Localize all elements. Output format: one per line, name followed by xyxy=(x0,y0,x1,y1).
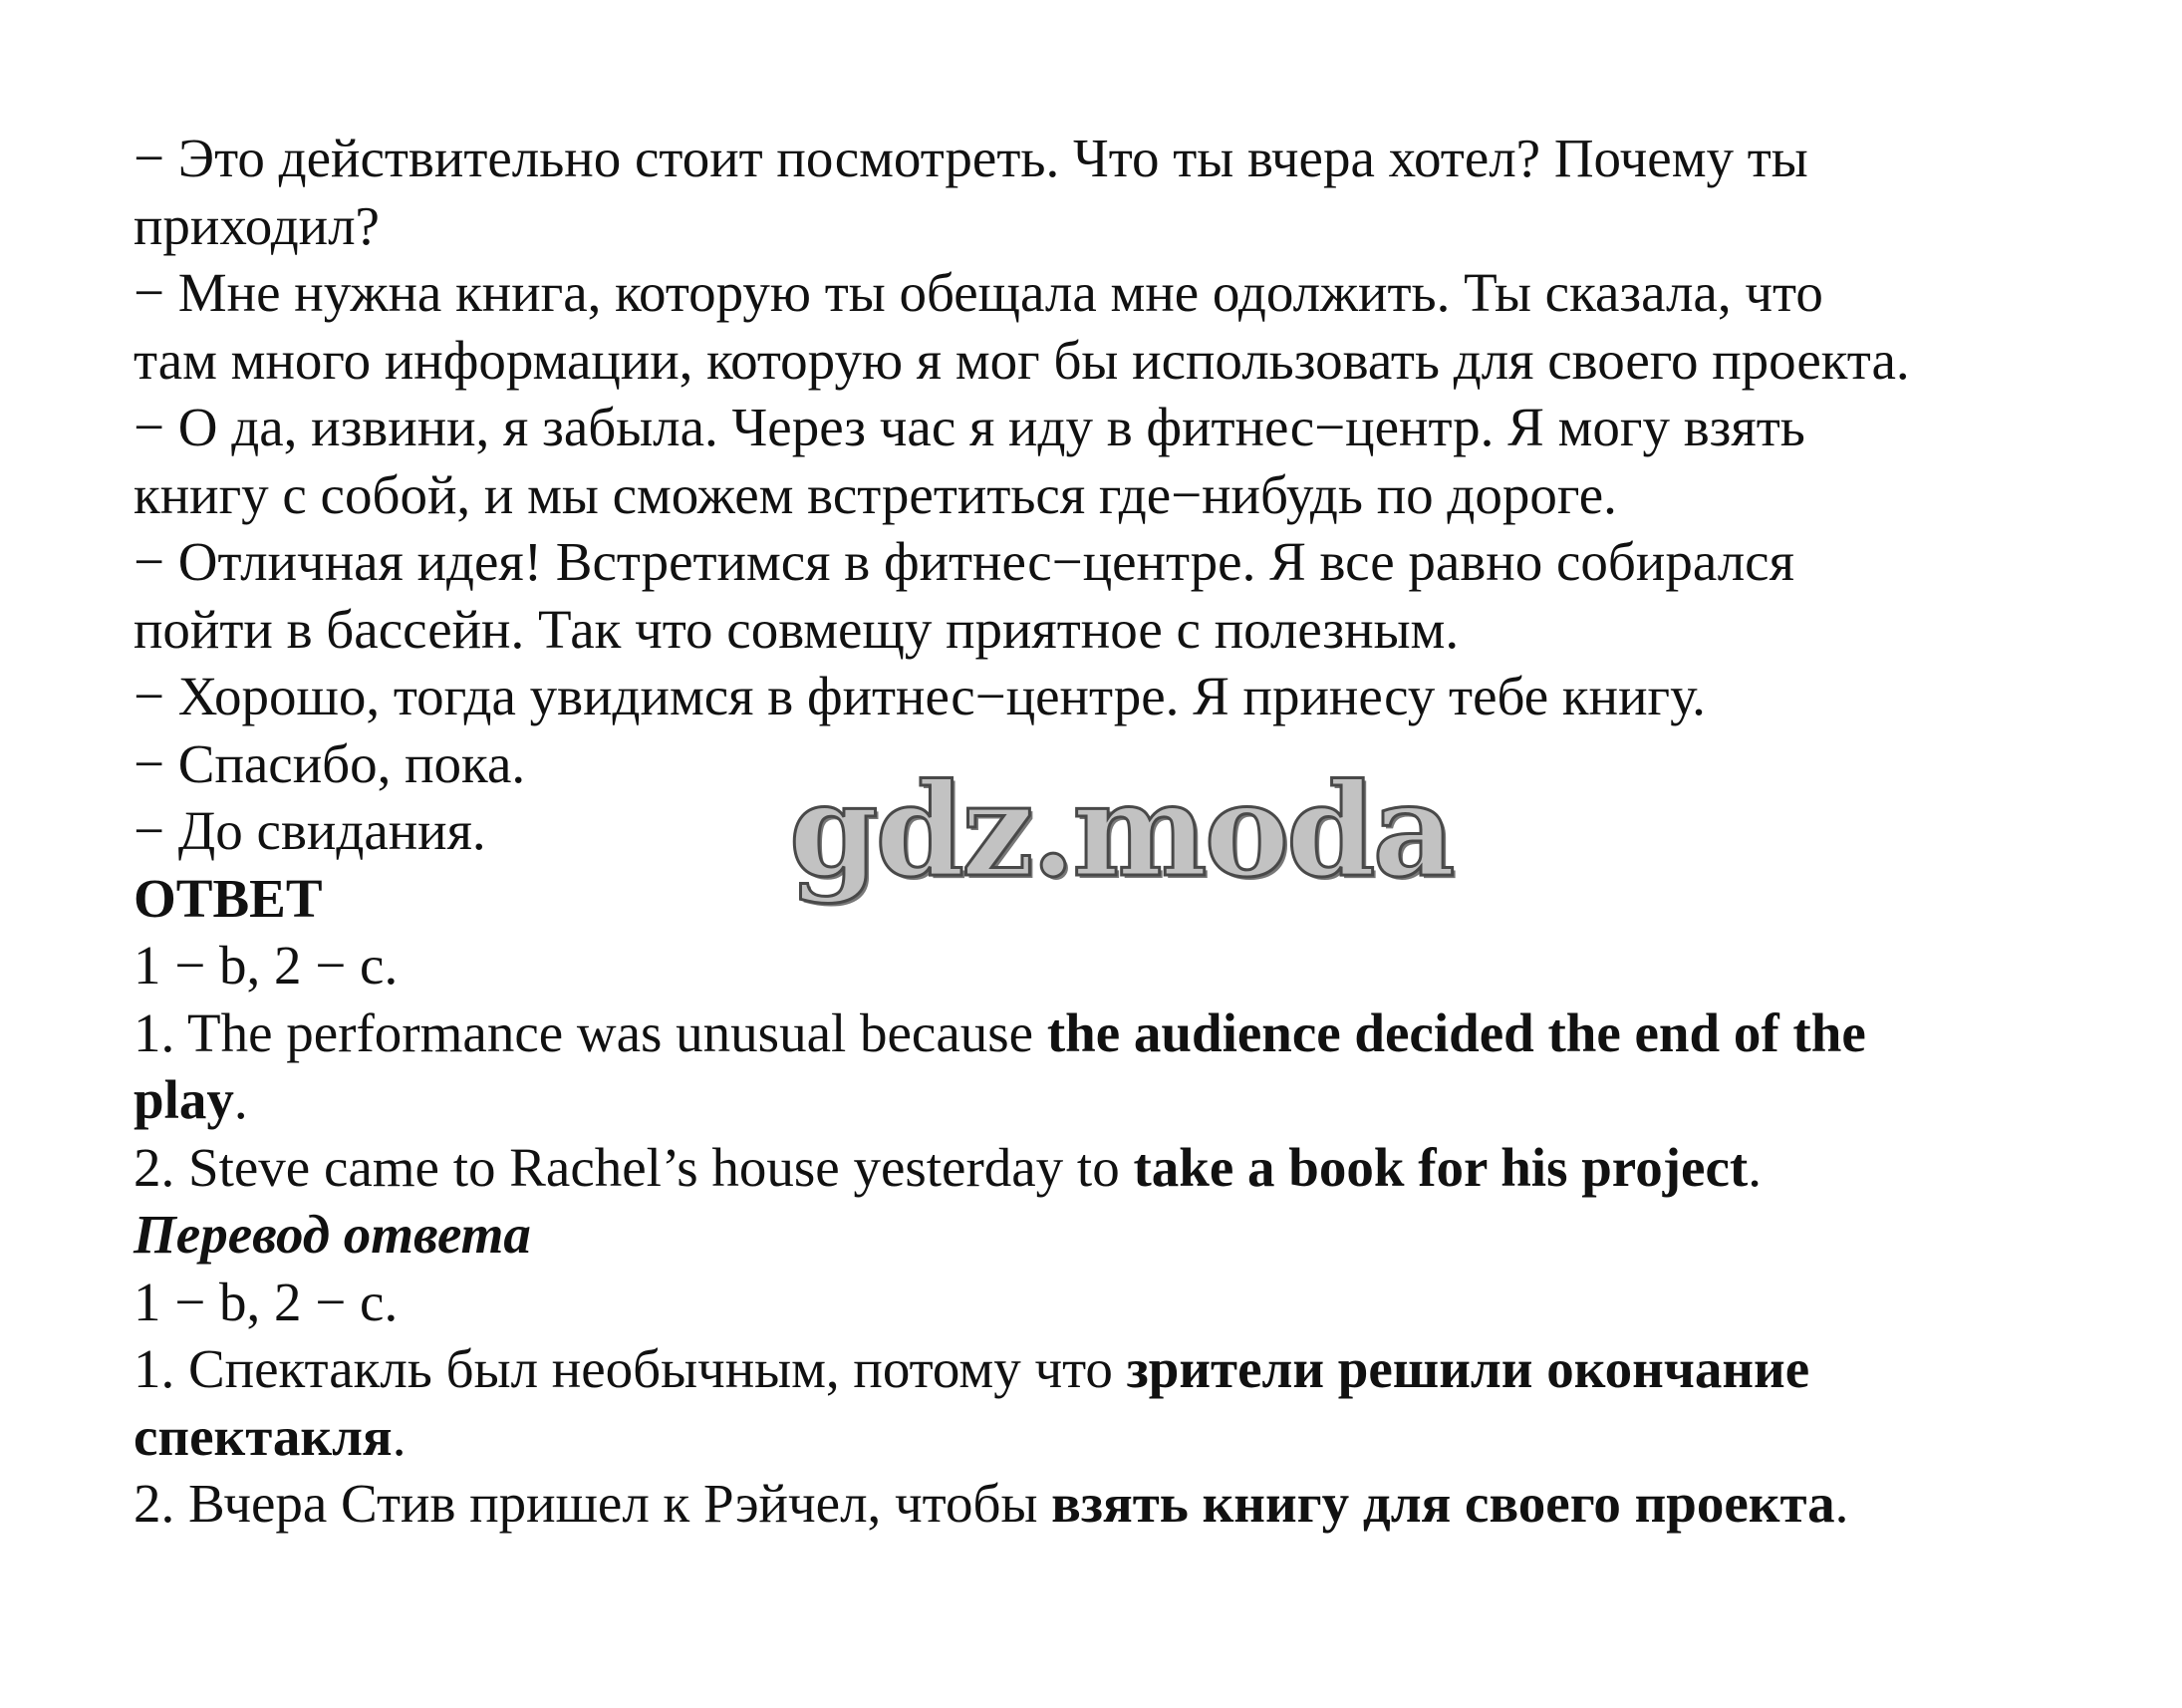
answer-sentence-1-bold: the audience decided the end of the xyxy=(1046,1001,1866,1063)
translation-key: 1 − b, 2 − c. xyxy=(134,1271,399,1332)
answer-sentence-1-end: . xyxy=(233,1069,248,1130)
translation-sentence-2-bold: взять книгу для своего проекта xyxy=(1051,1473,1835,1534)
dialogue-line: − Хорошо, тогда увидимся в фитнес−центре. Я принесу тебе книгу. xyxy=(134,666,1706,726)
translation-sentence-1-cont xyxy=(134,1403,2126,1471)
dialogue-line: там много информации, которую я мог бы использовать для своего проекта. xyxy=(134,329,1910,391)
translation-sentence-1 xyxy=(134,1335,2126,1403)
answer-key: 1 − b, 2 − c. xyxy=(134,935,399,996)
answer-sentence-2-end: . xyxy=(1748,1136,1762,1198)
dialogue-line: − Отличная идея! Встретимся в фитнес−центре. Я все равно собирался xyxy=(134,531,1794,592)
dialogue-line: приходил? xyxy=(134,194,380,256)
dialogue-line: книгу с собой, и мы сможем встретиться где−нибудь по дороге. xyxy=(134,463,1617,525)
dialogue-line: − О да, извини, я забыла. Через час я иду в фитнес−центр. Я могу взять xyxy=(134,397,1805,457)
answer-sentence-2 xyxy=(134,1134,2126,1202)
dialogue-line: − Это действительно стоит посмотреть. Что ты вчера хотел? Почему ты xyxy=(134,128,1808,188)
translation-sentence-1-prefix: 1. Спектакль был необычным, потому что xyxy=(134,1338,1127,1399)
answer-sentence-1-cont xyxy=(134,1066,2126,1134)
translation-sentence-1-bold-cont: спектакля xyxy=(134,1405,393,1467)
answer-sentence-1 xyxy=(134,999,2126,1067)
answer-sentence-1-prefix: 1. The performance was unusual because xyxy=(134,1001,1047,1063)
watermark-logo: gdz.moda xyxy=(789,756,1453,906)
dialogue-line: − Спасибо, пока. xyxy=(134,732,526,794)
translation-sentence-2 xyxy=(134,1470,2126,1538)
translation-sentence-2-end: . xyxy=(1834,1473,1849,1534)
answer-sentence-2-bold: take a book for his project xyxy=(1133,1136,1749,1198)
answer-heading: ОТВЕТ xyxy=(134,867,323,929)
translation-heading: Перевод ответа xyxy=(134,1204,531,1265)
translation-sentence-2-prefix: 2. Вчера Стив пришел к Рэйчел, чтобы xyxy=(134,1473,1052,1534)
dialogue-line: − Мне нужна книга, которую ты обещала мне одолжить. Ты сказала, что xyxy=(134,262,1823,323)
dialogue-line: пойти в бассейн. Так что совмещу приятное с полезным. xyxy=(134,598,1460,660)
translation-sentence-1-bold: зрители решили окончание xyxy=(1126,1338,1810,1399)
answer-sentence-2-prefix: 2. Steve came to Rachel’s house yesterday to xyxy=(134,1136,1134,1198)
translation-sentence-1-end: . xyxy=(392,1405,407,1467)
answer-sentence-1-bold-cont: play xyxy=(134,1069,234,1130)
dialogue-line: − До свидания. xyxy=(134,800,486,861)
